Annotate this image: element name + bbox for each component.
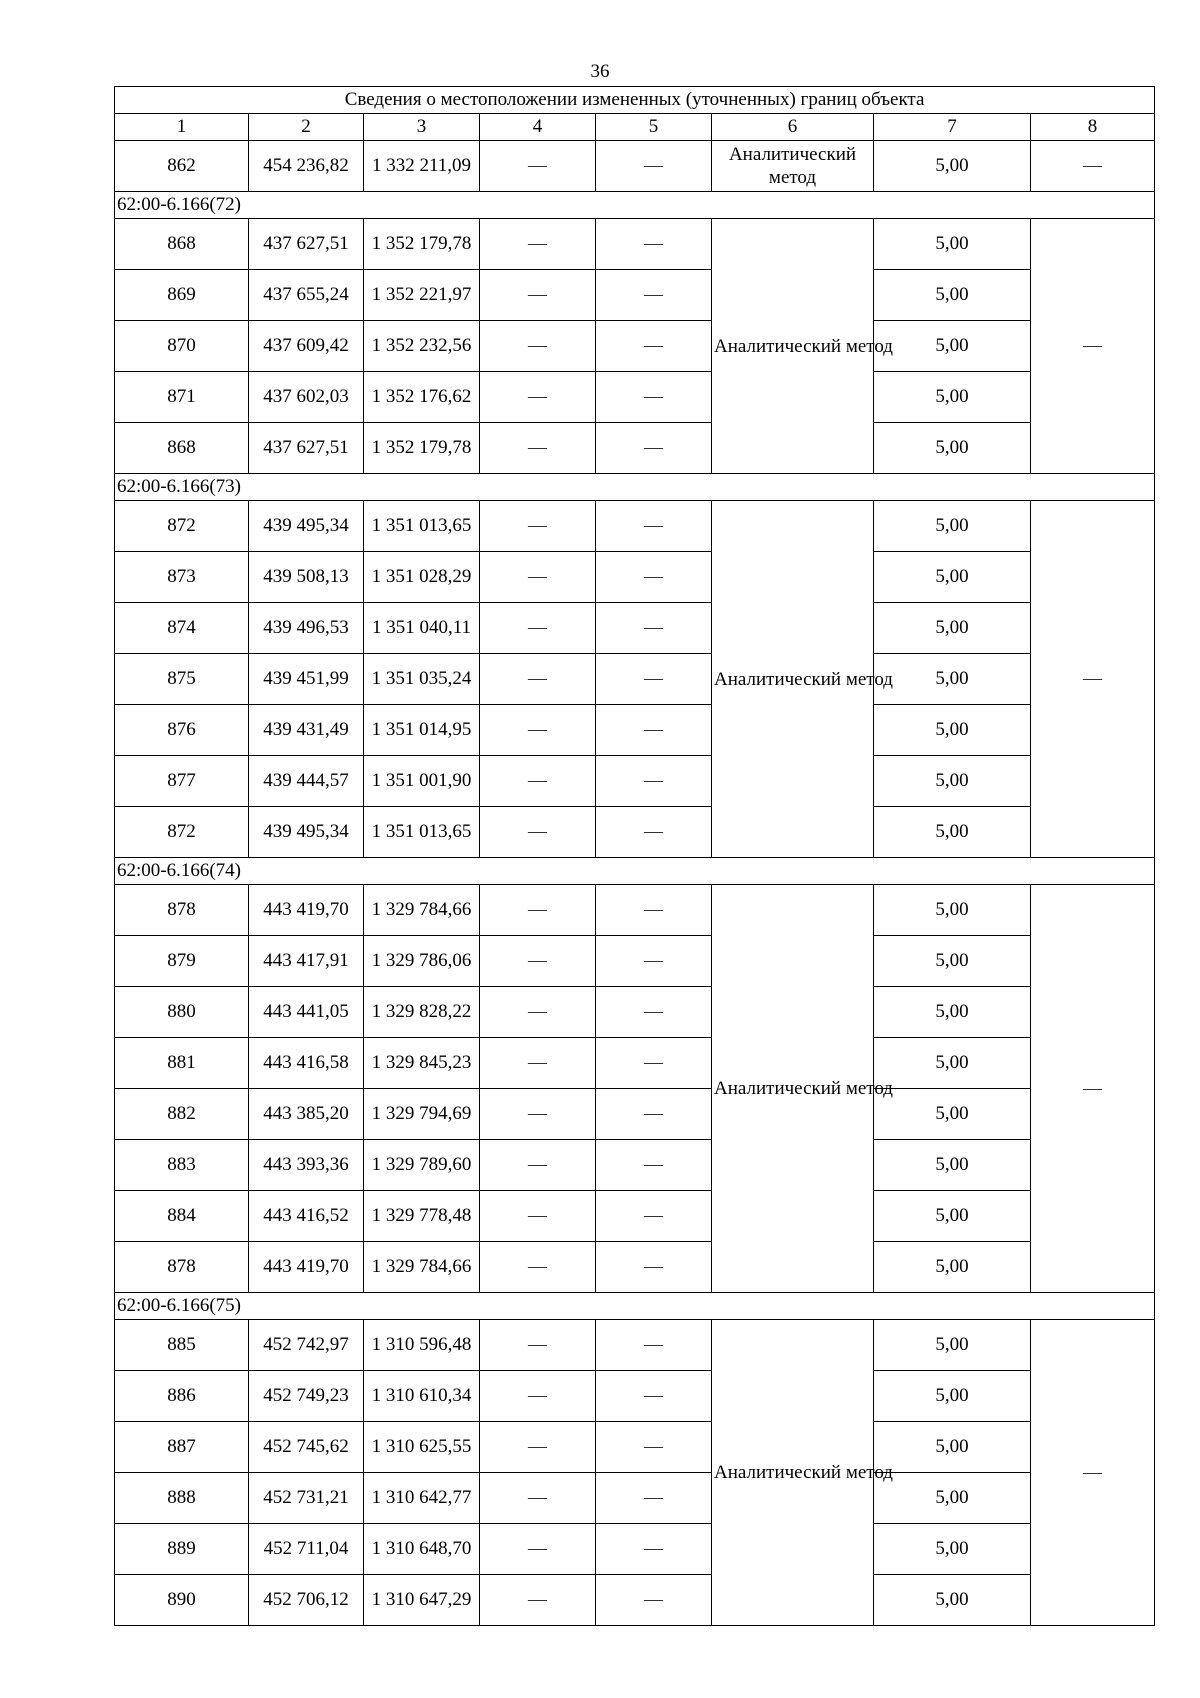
coordinate-x: 452 731,21 [249, 1473, 364, 1524]
table-row [115, 705, 1155, 756]
empty-value: — [480, 372, 596, 423]
coordinate-y: 1 310 642,77 [364, 1473, 480, 1524]
accuracy-value: 5,00 [874, 372, 1031, 423]
table-row [115, 1038, 1155, 1089]
method-cell: Аналитический метод [712, 219, 874, 474]
coordinate-y: 1 352 221,97 [364, 270, 480, 321]
coordinate-x: 443 385,20 [249, 1089, 364, 1140]
coordinate-y: 1 352 179,78 [364, 423, 480, 474]
section-header-row [115, 474, 1155, 501]
cadastral-section-label: 62:00-6.166(75) [115, 1293, 1155, 1320]
boundary-coordinates-table [114, 86, 1155, 1626]
empty-value: — [596, 603, 712, 654]
empty-value: — [596, 219, 712, 270]
accuracy-value: 5,00 [874, 936, 1031, 987]
accuracy-value: 5,00 [874, 552, 1031, 603]
coordinate-x: 439 451,99 [249, 654, 364, 705]
table-title-row [115, 87, 1155, 114]
coordinate-y: 1 310 625,55 [364, 1422, 480, 1473]
point-number: 883 [115, 1140, 249, 1191]
table-row [115, 936, 1155, 987]
point-number: 868 [115, 219, 249, 270]
point-number: 878 [115, 1242, 249, 1293]
coordinate-x: 443 416,58 [249, 1038, 364, 1089]
point-number: 889 [115, 1524, 249, 1575]
empty-value: — [1031, 141, 1155, 192]
coordinate-y: 1 332 211,09 [364, 141, 480, 192]
empty-value: — [1031, 885, 1155, 1293]
accuracy-value: 5,00 [874, 1089, 1031, 1140]
point-number: 872 [115, 807, 249, 858]
empty-value: — [480, 219, 596, 270]
empty-value: — [480, 1140, 596, 1191]
accuracy-value: 5,00 [874, 603, 1031, 654]
point-number: 884 [115, 1191, 249, 1242]
coordinate-y: 1 352 179,78 [364, 219, 480, 270]
coordinate-y: 1 329 789,60 [364, 1140, 480, 1191]
accuracy-value: 5,00 [874, 1422, 1031, 1473]
empty-value: — [480, 936, 596, 987]
empty-value: — [596, 1140, 712, 1191]
coordinate-y: 1 351 013,65 [364, 807, 480, 858]
coordinate-y: 1 329 845,23 [364, 1038, 480, 1089]
section-header-row [115, 858, 1155, 885]
point-number: 886 [115, 1371, 249, 1422]
accuracy-value: 5,00 [874, 1242, 1031, 1293]
point-number: 887 [115, 1422, 249, 1473]
column-numbers-row [115, 114, 1155, 141]
point-number: 879 [115, 936, 249, 987]
coordinate-x: 439 496,53 [249, 603, 364, 654]
accuracy-value: 5,00 [874, 141, 1031, 192]
empty-value: — [480, 1524, 596, 1575]
empty-value: — [596, 654, 712, 705]
accuracy-value: 5,00 [874, 1320, 1031, 1371]
point-number: 878 [115, 885, 249, 936]
column-number: 1 [115, 114, 249, 141]
accuracy-value: 5,00 [874, 756, 1031, 807]
empty-value: — [480, 1371, 596, 1422]
table-row [115, 807, 1155, 858]
empty-value: — [596, 1191, 712, 1242]
table-row [115, 1089, 1155, 1140]
point-number: 882 [115, 1089, 249, 1140]
coordinate-x: 439 431,49 [249, 705, 364, 756]
empty-value: — [480, 603, 596, 654]
point-number: 888 [115, 1473, 249, 1524]
coordinate-y: 1 310 610,34 [364, 1371, 480, 1422]
coordinate-y: 1 329 794,69 [364, 1089, 480, 1140]
accuracy-value: 5,00 [874, 654, 1031, 705]
empty-value: — [1031, 501, 1155, 858]
empty-value: — [596, 270, 712, 321]
empty-value: — [480, 1089, 596, 1140]
coordinate-x: 443 419,70 [249, 1242, 364, 1293]
empty-value: — [596, 885, 712, 936]
empty-value: — [596, 987, 712, 1038]
coordinate-x: 452 742,97 [249, 1320, 364, 1371]
point-number: 880 [115, 987, 249, 1038]
empty-value: — [480, 756, 596, 807]
accuracy-value: 5,00 [874, 423, 1031, 474]
accuracy-value: 5,00 [874, 705, 1031, 756]
empty-value: — [480, 1473, 596, 1524]
empty-value: — [596, 1320, 712, 1371]
section-header-row [115, 192, 1155, 219]
table-row [115, 423, 1155, 474]
empty-value: — [480, 807, 596, 858]
method-cell: Аналитический метод [712, 885, 874, 1293]
coordinate-y: 1 310 596,48 [364, 1320, 480, 1371]
empty-value: — [480, 1575, 596, 1626]
point-number: 876 [115, 705, 249, 756]
table-row [115, 219, 1155, 270]
empty-value: — [596, 756, 712, 807]
empty-value: — [480, 1038, 596, 1089]
coordinate-x: 452 706,12 [249, 1575, 364, 1626]
empty-value: — [480, 423, 596, 474]
empty-value: — [596, 1038, 712, 1089]
coordinate-y: 1 351 040,11 [364, 603, 480, 654]
empty-value: — [596, 1242, 712, 1293]
table-row [115, 501, 1155, 552]
accuracy-value: 5,00 [874, 1575, 1031, 1626]
accuracy-value: 5,00 [874, 987, 1031, 1038]
empty-value: — [480, 705, 596, 756]
column-number: 2 [249, 114, 364, 141]
coordinate-x: 452 749,23 [249, 1371, 364, 1422]
empty-value: — [596, 1473, 712, 1524]
empty-value: — [480, 501, 596, 552]
table-row [115, 270, 1155, 321]
table-row [115, 372, 1155, 423]
empty-value: — [480, 1191, 596, 1242]
accuracy-value: 5,00 [874, 1473, 1031, 1524]
empty-value: — [596, 1089, 712, 1140]
table-row [115, 885, 1155, 936]
coordinate-x: 437 627,51 [249, 219, 364, 270]
empty-value: — [596, 423, 712, 474]
empty-value: — [480, 270, 596, 321]
point-number: 874 [115, 603, 249, 654]
empty-value: — [480, 987, 596, 1038]
table-row [115, 1320, 1155, 1371]
coordinate-y: 1 329 784,66 [364, 885, 480, 936]
table-row [115, 1140, 1155, 1191]
empty-value: — [480, 885, 596, 936]
coordinate-x: 454 236,82 [249, 141, 364, 192]
coordinate-x: 443 417,91 [249, 936, 364, 987]
point-number: 881 [115, 1038, 249, 1089]
table-row [115, 987, 1155, 1038]
method-cell: Аналитический метод [712, 501, 874, 858]
table-row [115, 1191, 1155, 1242]
point-number: 862 [115, 141, 249, 192]
empty-value: — [596, 807, 712, 858]
coordinate-x: 439 495,34 [249, 807, 364, 858]
coordinate-x: 443 419,70 [249, 885, 364, 936]
point-number: 868 [115, 423, 249, 474]
empty-value: — [596, 321, 712, 372]
coordinate-y: 1 329 786,06 [364, 936, 480, 987]
column-number: 4 [480, 114, 596, 141]
accuracy-value: 5,00 [874, 1524, 1031, 1575]
table-row [115, 756, 1155, 807]
empty-value: — [596, 501, 712, 552]
empty-value: — [596, 936, 712, 987]
point-number: 875 [115, 654, 249, 705]
column-number: 5 [596, 114, 712, 141]
coordinate-y: 1 329 828,22 [364, 987, 480, 1038]
method-cell: Аналитический метод [712, 141, 874, 192]
point-number: 885 [115, 1320, 249, 1371]
accuracy-value: 5,00 [874, 1191, 1031, 1242]
empty-value: — [596, 1371, 712, 1422]
empty-value: — [480, 1422, 596, 1473]
empty-value: — [480, 321, 596, 372]
empty-value: — [480, 1242, 596, 1293]
coordinate-y: 1 352 176,62 [364, 372, 480, 423]
table-row [115, 1371, 1155, 1422]
coordinate-y: 1 351 035,24 [364, 654, 480, 705]
page-number: 36 [590, 61, 610, 82]
coordinate-y: 1 351 028,29 [364, 552, 480, 603]
table-row [115, 1422, 1155, 1473]
accuracy-value: 5,00 [874, 1038, 1031, 1089]
empty-value: — [1031, 1320, 1155, 1626]
table-row [115, 1473, 1155, 1524]
coordinate-x: 437 627,51 [249, 423, 364, 474]
accuracy-value: 5,00 [874, 219, 1031, 270]
coordinate-y: 1 352 232,56 [364, 321, 480, 372]
empty-value: — [596, 1575, 712, 1626]
cadastral-section-label: 62:00-6.166(73) [115, 474, 1155, 501]
table-title: Сведения о местоположении измененных (уточненных) границ объекта [115, 87, 1155, 114]
coordinate-x: 439 495,34 [249, 501, 364, 552]
empty-value: — [596, 141, 712, 192]
coordinate-x: 439 444,57 [249, 756, 364, 807]
accuracy-value: 5,00 [874, 270, 1031, 321]
table-row [115, 552, 1155, 603]
cadastral-section-label: 62:00-6.166(74) [115, 858, 1155, 885]
cadastral-section-label: 62:00-6.166(72) [115, 192, 1155, 219]
column-number: 3 [364, 114, 480, 141]
accuracy-value: 5,00 [874, 1140, 1031, 1191]
empty-value: — [1031, 219, 1155, 474]
coordinate-x: 437 609,42 [249, 321, 364, 372]
coordinate-x: 443 416,52 [249, 1191, 364, 1242]
point-number: 869 [115, 270, 249, 321]
empty-value: — [596, 1524, 712, 1575]
coordinate-y: 1 310 647,29 [364, 1575, 480, 1626]
column-number: 8 [1031, 114, 1155, 141]
coordinate-x: 439 508,13 [249, 552, 364, 603]
column-number: 6 [712, 114, 874, 141]
accuracy-value: 5,00 [874, 501, 1031, 552]
coordinate-y: 1 351 001,90 [364, 756, 480, 807]
coordinate-y: 1 329 784,66 [364, 1242, 480, 1293]
empty-value: — [480, 552, 596, 603]
coordinate-x: 443 441,05 [249, 987, 364, 1038]
column-number: 7 [874, 114, 1031, 141]
coordinate-x: 452 711,04 [249, 1524, 364, 1575]
point-number: 870 [115, 321, 249, 372]
accuracy-value: 5,00 [874, 885, 1031, 936]
method-cell: Аналитический метод [712, 1320, 874, 1626]
table-row [115, 1242, 1155, 1293]
point-number: 873 [115, 552, 249, 603]
empty-value: — [480, 1320, 596, 1371]
coordinate-x: 443 393,36 [249, 1140, 364, 1191]
coordinate-x: 437 602,03 [249, 372, 364, 423]
coordinate-x: 437 655,24 [249, 270, 364, 321]
table-row [115, 603, 1155, 654]
empty-value: — [596, 372, 712, 423]
empty-value: — [596, 552, 712, 603]
table-row [115, 321, 1155, 372]
empty-value: — [596, 705, 712, 756]
empty-value: — [596, 1422, 712, 1473]
point-number: 871 [115, 372, 249, 423]
accuracy-value: 5,00 [874, 1371, 1031, 1422]
section-header-row [115, 1293, 1155, 1320]
coordinate-x: 452 745,62 [249, 1422, 364, 1473]
coordinate-y: 1 310 648,70 [364, 1524, 480, 1575]
point-number: 872 [115, 501, 249, 552]
coordinate-y: 1 329 778,48 [364, 1191, 480, 1242]
point-number: 890 [115, 1575, 249, 1626]
coordinate-y: 1 351 013,65 [364, 501, 480, 552]
point-number: 877 [115, 756, 249, 807]
empty-value: — [480, 141, 596, 192]
table-row [115, 141, 1155, 192]
table-row [115, 654, 1155, 705]
table-row [115, 1524, 1155, 1575]
accuracy-value: 5,00 [874, 807, 1031, 858]
accuracy-value: 5,00 [874, 321, 1031, 372]
table-row [115, 1575, 1155, 1626]
empty-value: — [480, 654, 596, 705]
coordinate-y: 1 351 014,95 [364, 705, 480, 756]
